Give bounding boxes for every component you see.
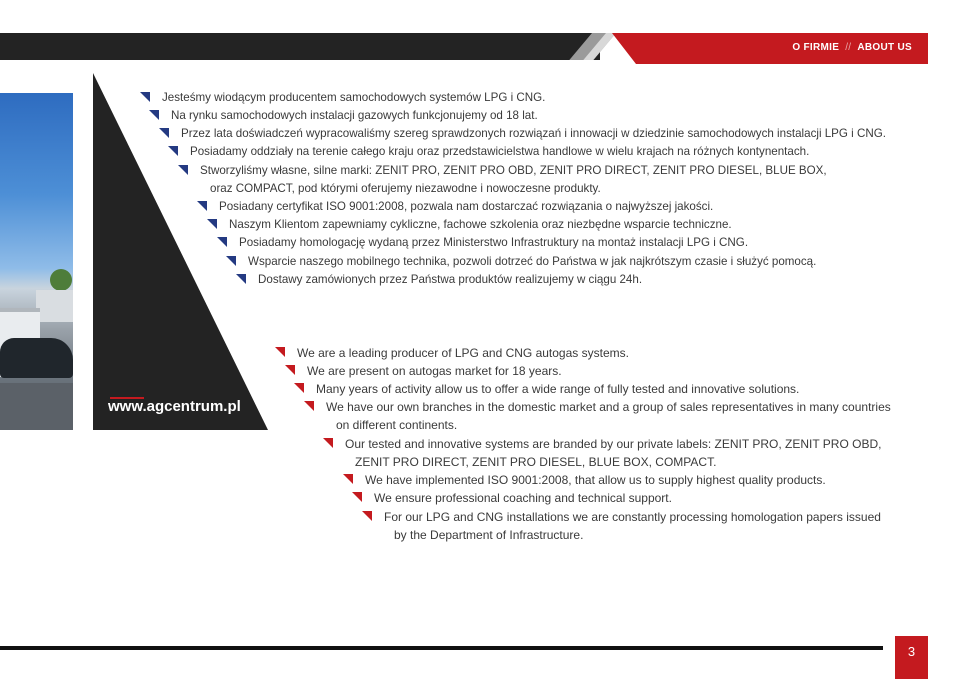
photo-ground	[0, 383, 73, 430]
red-triangle-icon	[323, 438, 333, 448]
list-item: Przez lata doświadczeń wypracowaliśmy szereg sprawdzonych rozwiązań i innowacji w dziedzinie samochodowych instalacji LPG i CNG.	[181, 125, 886, 143]
list-item: We have implemented ISO 9001:2008, that allow us to supply highest quality products.	[365, 471, 826, 489]
list-item: Stworzyliśmy własne, silne marki: ZENIT PRO, ZENIT PRO OBD, ZENIT PRO DIRECT, ZENIT PRO DIESEL, BLUE BOX,	[200, 162, 827, 180]
photo-building-back	[36, 290, 73, 322]
page-number: 3	[895, 636, 928, 679]
blue-triangle-icon	[178, 165, 188, 175]
blue-triangle-icon	[236, 274, 246, 284]
nav-about[interactable]: ABOUT US	[857, 42, 912, 53]
list-item: For our LPG and CNG installations we are constantly processing homologation papers issued	[384, 508, 881, 526]
red-triangle-icon	[285, 365, 295, 375]
section-nav	[792, 42, 912, 53]
list-item: Posiadany certyfikat ISO 9001:2008, pozwala nam dostarczać rozwiązania o najwyższej jakości.	[219, 198, 713, 216]
blue-triangle-icon	[217, 237, 227, 247]
list-item: Our tested and innovative systems are branded by our private labels: ZENIT PRO, ZENIT PRO OBD,	[345, 435, 881, 453]
list-item: Na rynku samochodowych instalacji gazowych funkcjonujemy od 18 lat.	[171, 107, 538, 125]
footer-rule	[0, 646, 883, 650]
nav-company[interactable]: O FIRMIE	[792, 42, 840, 53]
list-item-continuation: by the Department of Infrastructure.	[394, 528, 584, 542]
blue-triangle-icon	[159, 128, 169, 138]
nav-separator: //	[845, 42, 852, 53]
blue-triangle-icon	[140, 92, 150, 102]
list-item: Many years of activity allow us to offer a wide range of fully tested and innovative solutions.	[316, 380, 799, 398]
list-item: We are a leading producer of LPG and CNG autogas systems.	[297, 344, 629, 362]
list-item: Dostawy zamówionych przez Państwa produktów realizujemy w ciągu 24h.	[258, 271, 642, 289]
list-item: Posiadamy oddziały na terenie całego kraju oraz przedstawicielstwa handlowe w wielu krajach na różnych kontynentach.	[190, 143, 809, 161]
list-item: We have our own branches in the domestic market and a group of sales representatives in many countries	[326, 398, 891, 416]
blue-triangle-icon	[168, 146, 178, 156]
list-item: Wsparcie naszego mobilnego technika, pozwoli dotrzeć do Państwa w jak najkrótszym czasie i służyć pomocą.	[248, 253, 816, 271]
list-item-continuation: oraz COMPACT, pod którymi oferujemy niezawodne i nowoczesne produkty.	[210, 182, 601, 195]
building-photo	[0, 93, 73, 430]
list-item: Naszym Klientom zapewniamy cykliczne, fachowe szkolenia oraz niezbędne wsparcie techniczne.	[229, 216, 732, 234]
red-triangle-icon	[294, 383, 304, 393]
red-triangle-icon	[362, 511, 372, 521]
blue-triangle-icon	[207, 219, 217, 229]
list-item-continuation: ZENIT PRO DIRECT, ZENIT PRO DIESEL, BLUE BOX, COMPACT.	[355, 455, 717, 469]
photo-tree	[50, 269, 72, 291]
red-triangle-icon	[343, 474, 353, 484]
list-item: Posiadamy homologację wydaną przez Ministerstwo Infrastruktury na montaż instalacji LPG i CNG.	[239, 234, 748, 252]
list-item: Jesteśmy wiodącym producentem samochodowych systemów LPG i CNG.	[162, 89, 545, 107]
red-triangle-icon	[352, 492, 362, 502]
blue-triangle-icon	[149, 110, 159, 120]
list-item: We are present on autogas market for 18 years.	[307, 362, 562, 380]
blue-triangle-icon	[226, 256, 236, 266]
photo-car	[0, 338, 73, 378]
list-item-continuation: on different continents.	[336, 418, 458, 432]
red-triangle-icon	[304, 401, 314, 411]
header-dark-bar	[0, 33, 600, 60]
list-item: We ensure professional coaching and technical support.	[374, 489, 672, 507]
red-triangle-icon	[275, 347, 285, 357]
blue-triangle-icon	[197, 201, 207, 211]
website-link[interactable]: www.agcentrum.pl	[108, 398, 241, 415]
